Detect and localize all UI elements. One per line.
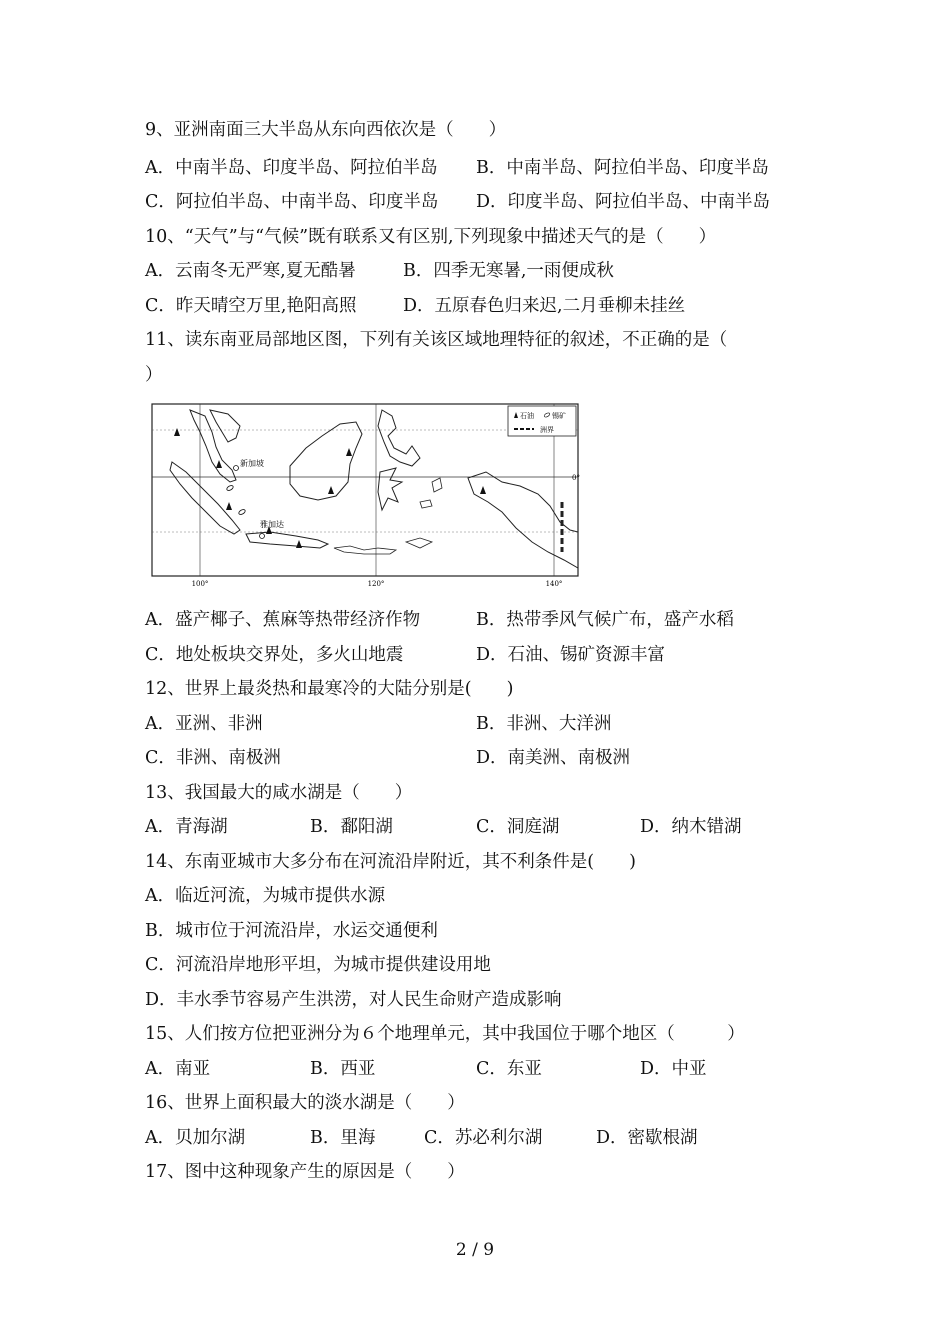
question-11-option-d: D．石油、锡矿资源丰富 — [476, 645, 666, 665]
question-13-option-c: C．洞庭湖 — [476, 817, 560, 837]
question-10-option-c: C．昨天晴空万里,艳阳高照 — [145, 296, 357, 316]
question-13-stem: 13、我国最大的咸水湖是（ ） — [145, 783, 413, 803]
question-13-option-b: B．鄱阳湖 — [310, 817, 393, 837]
question-12-stem: 12、世界上最炎热和最寒冷的大陆分别是( ) — [145, 679, 514, 699]
question-11-option-a: A．盛产椰子、蕉麻等热带经济作物 — [145, 610, 421, 630]
question-15-option-c: C．东亚 — [476, 1059, 542, 1079]
question-16-option-d: D．密歇根湖 — [596, 1128, 698, 1148]
question-15-option-a: A．南亚 — [145, 1059, 211, 1079]
legend-oil-label: 石油 — [520, 412, 534, 420]
question-15-stem: 15、人们按方位把亚洲分为６个地理单元，其中我国位于哪个地区（ ） — [145, 1024, 745, 1044]
question-12-option-d: D．南美洲、南极洲 — [476, 748, 631, 768]
question-10-option-a: A．云南冬无严寒,夏无酷暑 — [145, 261, 356, 281]
question-15-option-b: B．西亚 — [310, 1059, 376, 1079]
question-13-option-d: D．纳木错湖 — [640, 817, 742, 837]
question-11-stem: 11、读东南亚局部地区图，下列有关该区域地理特征的叙述，不正确的是（ — [145, 330, 728, 350]
question-16-option-b: B．里海 — [310, 1128, 376, 1148]
legend-tin-label: 锡矿 — [552, 412, 566, 420]
question-14-option-c: C．河流沿岸地形平坦，为城市提供建设用地 — [145, 955, 491, 975]
question-11-option-c: C．地处板块交界处，多火山地震 — [145, 645, 404, 665]
question-16-stem: 16、世界上面积最大的淡水湖是（ ） — [145, 1093, 465, 1113]
question-11-option-b: B．热带季风气候广布，盛产水稻 — [476, 610, 734, 630]
question-11-stem-close: ） — [145, 365, 163, 385]
question-12-option-b: B．非洲、大洋洲 — [476, 714, 612, 734]
question-16-option-c: C．苏必利尔湖 — [424, 1128, 543, 1148]
lon-100-label: 100° — [191, 580, 209, 588]
question-16-option-a: A．贝加尔湖 — [145, 1128, 246, 1148]
question-9-option-c: C．阿拉伯半岛、中南半岛、印度半岛 — [145, 192, 439, 212]
question-9-option-d: D．印度半岛、阿拉伯半岛、中南半岛 — [476, 192, 771, 212]
question-14-stem: 14、东南亚城市大多分布在河流沿岸附近，其不利条件是( ) — [145, 852, 636, 872]
page-number: 2 / 9 — [455, 1240, 495, 1260]
lon-120-label: 120° — [367, 580, 385, 588]
question-15-option-d: D．中亚 — [640, 1059, 707, 1079]
question-17-stem: 17、图中这种现象产生的原因是（ ） — [145, 1162, 465, 1182]
lat-0-label: 0° — [572, 474, 580, 482]
singapore-label: 新加坡 — [240, 459, 264, 468]
question-9-option-b: B．中南半岛、阿拉伯半岛、印度半岛 — [476, 158, 769, 178]
question-12-option-c: C．非洲、南极洲 — [145, 748, 281, 768]
question-14-option-a: A．临近河流，为城市提供水源 — [145, 886, 386, 906]
question-9-option-a: A．中南半岛、印度半岛、阿拉伯半岛 — [145, 158, 438, 178]
question-10-stem: 10、“天气”与“气候”既有联系又有区别,下列现象中描述天气的是（ ） — [145, 227, 717, 247]
legend-border-label: 洲界 — [540, 426, 554, 434]
jakarta-label: 雅加达 — [260, 520, 284, 529]
question-12-option-a: A．亚洲、非洲 — [145, 714, 263, 734]
question-9-stem: 9、亚洲南面三大半岛从东向西依次是（ ） — [145, 120, 507, 140]
question-14-option-b: B．城市位于河流沿岸，水运交通便利 — [145, 921, 438, 941]
southeast-asia-map — [150, 402, 580, 590]
question-10-option-d: D．五原春色归来迟,二月垂柳未挂丝 — [403, 296, 686, 316]
question-14-option-d: D．丰水季节容易产生洪涝，对人民生命财产造成影响 — [145, 990, 562, 1010]
question-13-option-a: A．青海湖 — [145, 817, 228, 837]
lon-140-label: 140° — [545, 580, 563, 588]
question-10-option-b: B．四季无寒暑,一雨便成秋 — [403, 261, 614, 281]
